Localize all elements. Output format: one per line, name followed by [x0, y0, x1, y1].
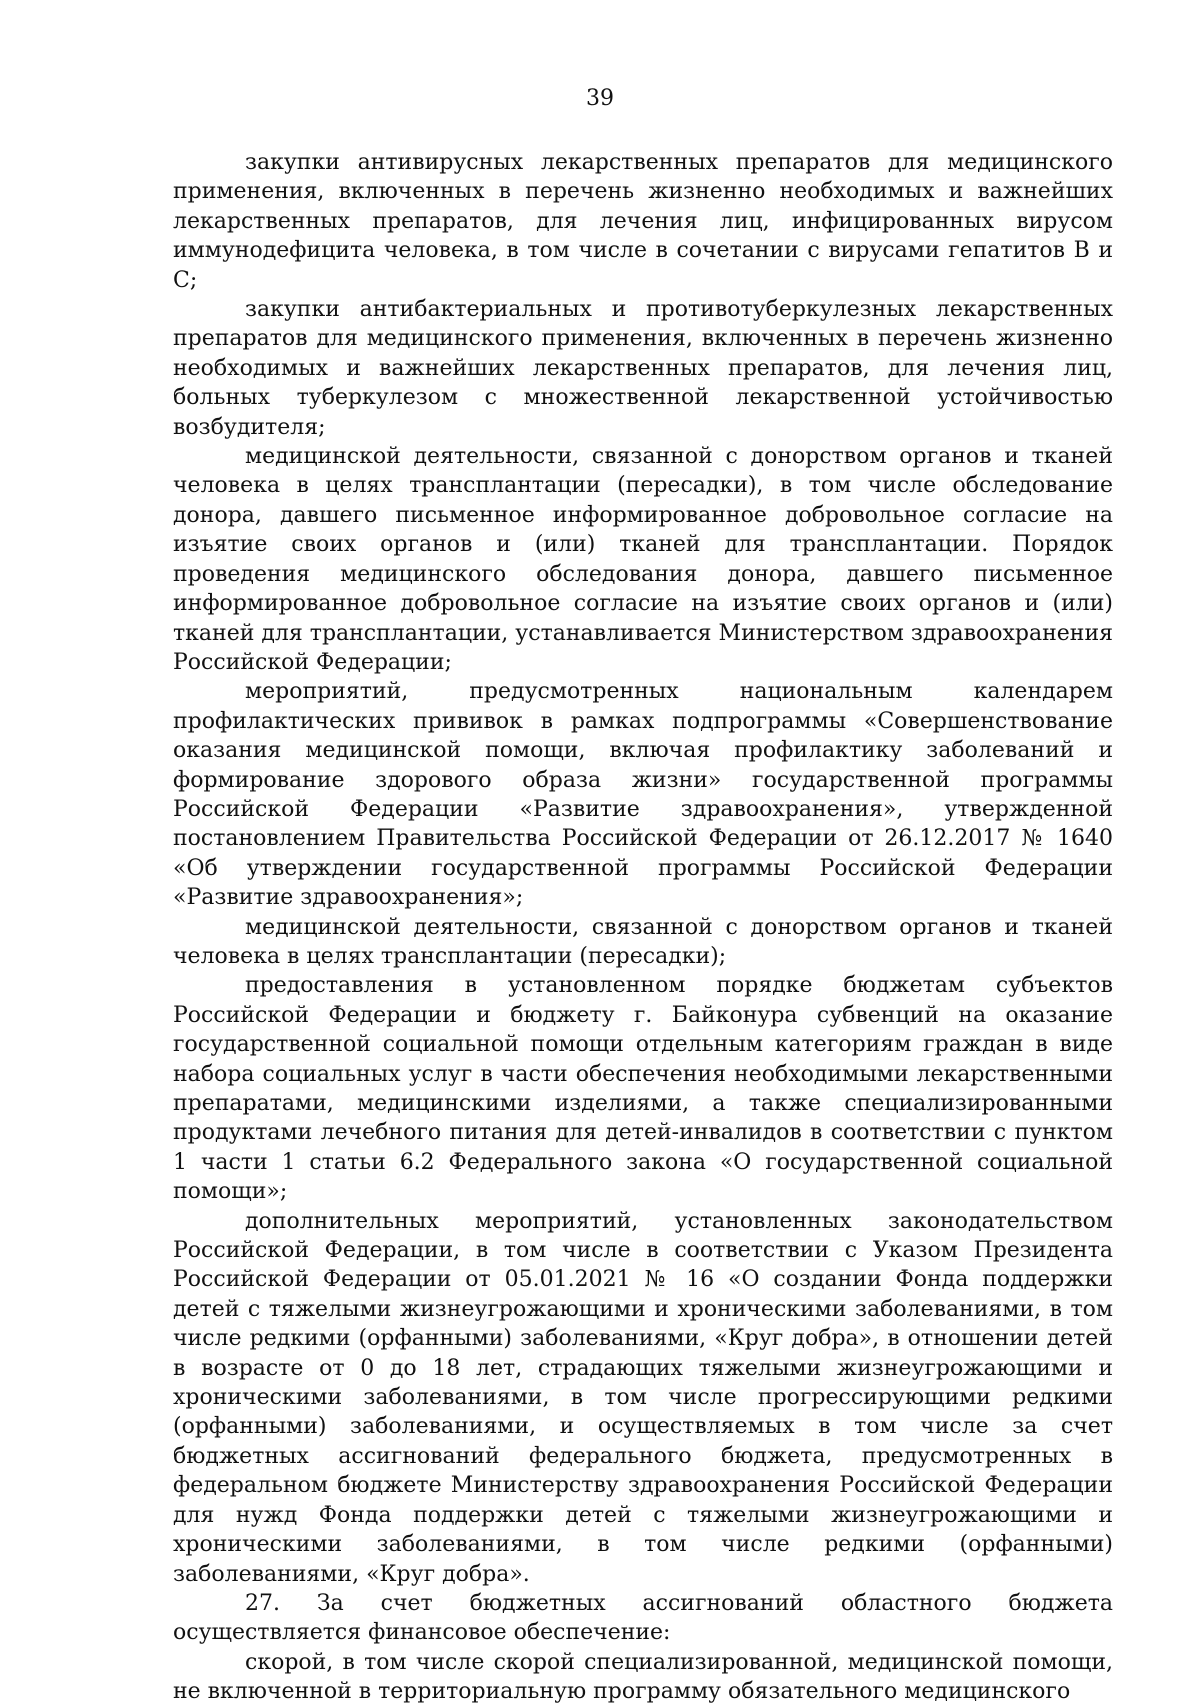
paragraph-hiv-drugs: закупки антивирусных лекарственных препаратов для медицинского применения, включенных в перечень жизненно необходимых и важнейших лекарственных препаратов, для лечения лиц, инфицированных вирусом иммунодефицита человека, в том числе в сочетании с вирусами гепатитов B и C;: [173, 150, 1113, 293]
paragraph-tuberculosis-drugs: закупки антибактериальных и противотуберкулезных лекарственных препаратов для медицинского применения, включенных в перечень жизненно необходимых и важнейших лекарственных препаратов, для лечения лиц, больных туберкулезом с множественной лекарственной устойчивостью возбудителя;: [173, 297, 1113, 440]
paragraph-vaccination-calendar: мероприятий, предусмотренных национальным календарем профилактических прививок в рамках подпрограммы «Совершенствование оказания медицинской помощи, включая профилактику заболеваний и формирование здорового образа жизни» государственной программы Российской Федерации «Развитие здравоохранения», утвержденной постановлением Правительства Российской Федерации от 26.12.2017 № 1640 «Об утверждении государственной программы Российской Федерации «Развитие здравоохранения»;: [173, 679, 1113, 911]
document-body: [173, 148, 1113, 1707]
paragraph-subventions: предоставления в установленном порядке бюджетам субъектов Российской Федерации и бюджету г. Байконура субвенций на оказание государственной социальной помощи отдельным категориям граждан в виде набора социальных услуг в части обеспечения необходимыми лекарственными препаратами, медицинскими изделиями, а также специализированными продуктами лечебного питания для детей-инвалидов в соответствии с пунктом 1 части 1 статьи 6.2 Федерального закона «О государственной социальной помощи»;: [173, 973, 1113, 1205]
paragraph-organ-donation-examination: медицинской деятельности, связанной с донорством органов и тканей человека в целях трансплантации (пересадки), в том числе обследование донора, давшего письменное информированное добровольное согласие на изъятие своих органов и (или) тканей для трансплантации. Порядок проведения медицинского обследования донора, давшего письменное информированное добровольное согласие на изъятие своих органов и (или) тканей для трансплантации, устанавливается Министерством здравоохранения Российской Федерации;: [173, 444, 1113, 675]
page-number: 39: [586, 86, 614, 111]
paragraph-item-27: 27. За счет бюджетных ассигнований областного бюджета осуществляется финансовое обеспечение:: [173, 1590, 1113, 1646]
paragraph-emergency-care: скорой, в том числе скорой специализированной, медицинской помощи, не включенной в территориальную программу обязательного медицинского: [173, 1649, 1113, 1705]
paragraph-additional-measures: дополнительных мероприятий, установленных законодательством Российской Федерации, в том числе в соответствии с Указом Президента Российской Федерации от 05.01.2021 № 16 «О создании Фонда поддержки детей с тяжелыми жизнеугрожающими и хроническими заболеваниями, в том числе редкими (орфанными) заболеваниями, «Круг добра», в отношении детей в возрасте от 0 до 18 лет, страдающих тяжелыми жизнеугрожающими и хроническими заболеваниями, в том числе прогрессирующими редкими (орфанными) заболеваниями, и осуществляемых в том числе за счет бюджетных ассигнований федерального бюджета, предусмотренных в федеральном бюджете Министерству здравоохранения Российской Федерации для нужд Фонда поддержки детей с тяжелыми жизнеугрожающими и хроническими заболеваниями, в том числе редкими (орфанными) заболеваниями, «Круг добра».: [173, 1208, 1113, 1587]
paragraph-organ-donation: медицинской деятельности, связанной с донорством органов и тканей человека в целях трансплантации (пересадки);: [173, 914, 1113, 969]
